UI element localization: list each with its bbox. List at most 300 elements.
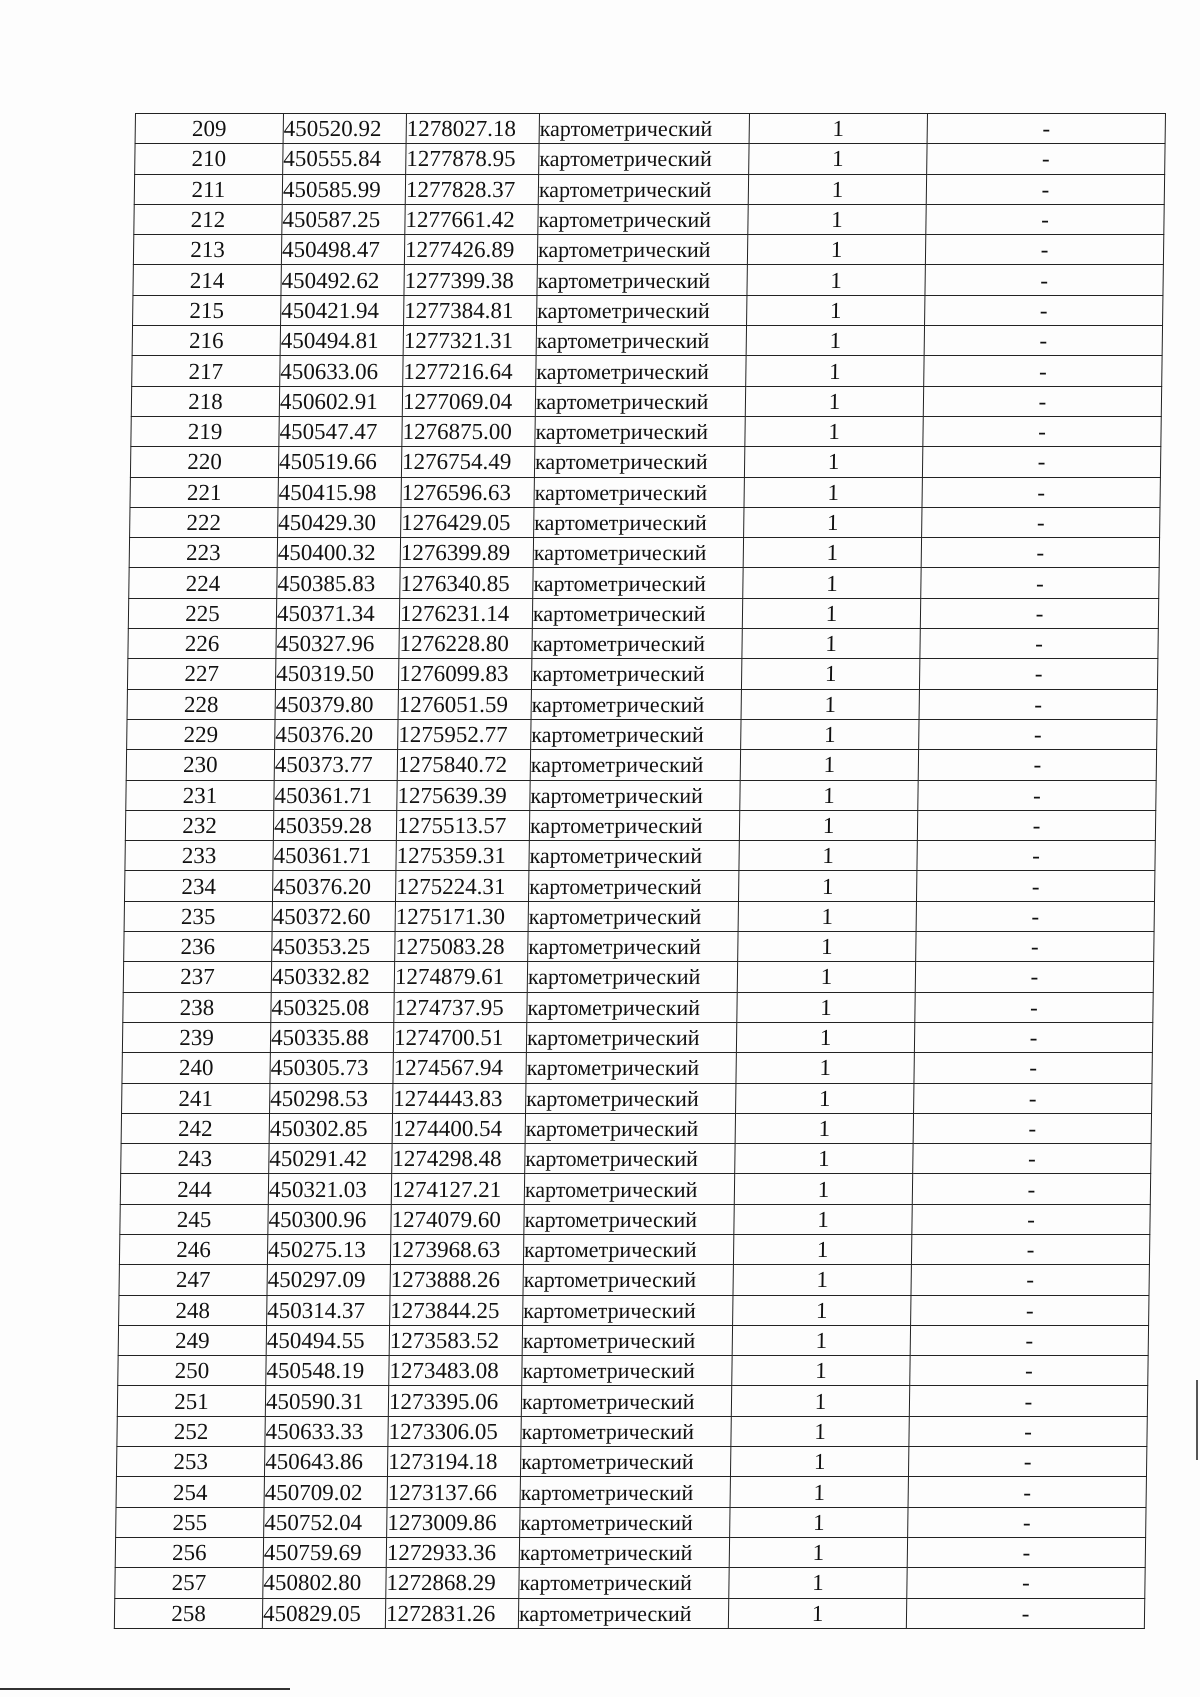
y-coordinate-cell: 1275171.30 — [395, 901, 528, 931]
method-cell: картометрический — [534, 507, 744, 537]
accuracy-cell: 1 — [744, 477, 922, 507]
x-coordinate-cell: 450633.06 — [280, 356, 403, 386]
y-coordinate-cell: 1275840.72 — [397, 750, 530, 780]
y-coordinate-cell: 1276228.80 — [399, 629, 532, 659]
y-coordinate-cell: 1275513.57 — [396, 810, 529, 840]
method-cell: картометрический — [535, 416, 745, 446]
accuracy-cell: 1 — [736, 1083, 914, 1113]
x-coordinate-cell: 450548.19 — [266, 1356, 389, 1386]
description-cell: - — [918, 780, 1156, 810]
point-number-cell: 215 — [133, 295, 281, 325]
method-cell: картометрический — [524, 1174, 734, 1204]
point-number-cell: 228 — [127, 689, 275, 719]
table-row — [130, 447, 1160, 477]
y-coordinate-cell: 1272933.36 — [386, 1537, 519, 1567]
method-cell: картометрический — [531, 689, 741, 719]
table-row — [135, 114, 1165, 144]
description-cell: - — [910, 1325, 1148, 1355]
point-number-cell: 237 — [123, 962, 271, 992]
table-row — [128, 629, 1158, 659]
point-number-cell: 211 — [134, 174, 282, 204]
table-row — [118, 1356, 1148, 1386]
x-coordinate-cell: 450759.69 — [263, 1537, 386, 1567]
x-coordinate-cell: 450297.09 — [267, 1265, 390, 1295]
accuracy-cell: 1 — [748, 204, 926, 234]
description-cell: - — [908, 1447, 1146, 1477]
point-number-cell: 242 — [121, 1113, 269, 1143]
method-cell: картометрический — [525, 1144, 735, 1174]
description-cell: - — [918, 750, 1156, 780]
accuracy-cell: 1 — [749, 114, 927, 144]
x-coordinate-cell: 450327.96 — [276, 629, 399, 659]
method-cell: картометрический — [537, 295, 747, 325]
method-cell: картометрический — [525, 1113, 735, 1143]
method-cell: картометрический — [522, 1325, 732, 1355]
y-coordinate-cell: 1273194.18 — [387, 1447, 520, 1477]
x-coordinate-cell: 450371.34 — [276, 598, 399, 628]
point-number-cell: 243 — [121, 1144, 269, 1174]
x-coordinate-cell: 450519.66 — [278, 447, 401, 477]
table-row — [119, 1295, 1149, 1325]
y-coordinate-cell: 1275083.28 — [395, 932, 528, 962]
description-cell: - — [908, 1507, 1146, 1537]
method-cell: картометрический — [530, 750, 740, 780]
point-number-cell: 214 — [133, 265, 281, 295]
x-coordinate-cell: 450361.71 — [274, 780, 397, 810]
description-cell: - — [920, 629, 1158, 659]
point-number-cell: 253 — [116, 1447, 264, 1477]
x-coordinate-cell: 450802.80 — [263, 1568, 386, 1598]
point-number-cell: 229 — [127, 719, 275, 749]
method-cell: картометрический — [538, 174, 748, 204]
table-row — [120, 1204, 1150, 1234]
description-cell: - — [920, 598, 1158, 628]
method-cell: картометрический — [526, 1053, 736, 1083]
table-row — [123, 962, 1153, 992]
x-coordinate-cell: 450376.20 — [272, 871, 395, 901]
point-number-cell: 209 — [135, 114, 283, 144]
table-row — [121, 1113, 1151, 1143]
description-cell: - — [912, 1174, 1150, 1204]
y-coordinate-cell: 1276051.59 — [398, 689, 531, 719]
point-number-cell: 216 — [132, 326, 280, 356]
table-row — [131, 416, 1161, 446]
description-cell: - — [927, 144, 1165, 174]
y-coordinate-cell: 1275359.31 — [396, 841, 529, 871]
description-cell: - — [909, 1416, 1147, 1446]
table-row — [133, 265, 1163, 295]
x-coordinate-cell: 450492.62 — [281, 265, 404, 295]
accuracy-cell: 1 — [741, 659, 919, 689]
y-coordinate-cell: 1273888.26 — [390, 1265, 523, 1295]
x-coordinate-cell: 450372.60 — [272, 901, 395, 931]
method-cell: картометрический — [528, 932, 738, 962]
point-number-cell: 219 — [131, 416, 279, 446]
point-number-cell: 258 — [114, 1598, 262, 1628]
x-coordinate-cell: 450335.88 — [270, 1022, 393, 1052]
x-coordinate-cell: 450633.33 — [265, 1416, 388, 1446]
x-coordinate-cell: 450555.84 — [283, 144, 406, 174]
x-coordinate-cell: 450498.47 — [281, 235, 404, 265]
table-row — [127, 689, 1157, 719]
table-row — [116, 1447, 1146, 1477]
table-row — [119, 1234, 1149, 1264]
y-coordinate-cell: 1274298.48 — [392, 1144, 525, 1174]
method-cell: картометрический — [518, 1598, 728, 1628]
y-coordinate-cell: 1276429.05 — [401, 507, 534, 537]
accuracy-cell: 1 — [729, 1568, 907, 1598]
y-coordinate-cell: 1277069.04 — [402, 386, 535, 416]
x-coordinate-cell: 450585.99 — [282, 174, 405, 204]
accuracy-cell: 1 — [744, 447, 922, 477]
accuracy-cell: 1 — [729, 1537, 907, 1567]
accuracy-cell: 1 — [745, 416, 923, 446]
method-cell: картометрический — [532, 598, 742, 628]
x-coordinate-cell: 450319.50 — [275, 659, 398, 689]
x-coordinate-cell: 450302.85 — [269, 1113, 392, 1143]
description-cell: - — [925, 265, 1163, 295]
x-coordinate-cell: 450429.30 — [278, 507, 401, 537]
x-coordinate-cell: 450587.25 — [282, 204, 405, 234]
accuracy-cell: 1 — [748, 174, 926, 204]
y-coordinate-cell: 1273137.66 — [387, 1477, 520, 1507]
description-cell: - — [914, 1083, 1152, 1113]
description-cell: - — [925, 295, 1163, 325]
description-cell: - — [916, 932, 1154, 962]
description-cell: - — [914, 1053, 1152, 1083]
y-coordinate-cell: 1273395.06 — [388, 1386, 521, 1416]
x-coordinate-cell: 450400.32 — [277, 538, 400, 568]
y-coordinate-cell: 1274737.95 — [394, 992, 527, 1022]
x-coordinate-cell: 450291.42 — [269, 1144, 392, 1174]
method-cell: картометрический — [534, 477, 744, 507]
point-number-cell: 217 — [132, 356, 280, 386]
y-coordinate-cell: 1277216.64 — [403, 356, 536, 386]
x-coordinate-cell: 450547.47 — [279, 416, 402, 446]
description-cell: - — [913, 1113, 1151, 1143]
y-coordinate-cell: 1273483.08 — [389, 1356, 522, 1386]
method-cell: картометрический — [535, 386, 745, 416]
description-cell: - — [911, 1234, 1149, 1264]
table-row — [122, 1053, 1152, 1083]
description-cell: - — [927, 114, 1165, 144]
y-coordinate-cell: 1275952.77 — [398, 719, 531, 749]
table-row — [132, 356, 1162, 386]
table-row — [133, 235, 1163, 265]
table-row — [124, 932, 1154, 962]
method-cell: картометрический — [533, 538, 743, 568]
y-coordinate-cell: 1277878.95 — [406, 144, 539, 174]
x-coordinate-cell: 450353.25 — [272, 932, 395, 962]
point-number-cell: 238 — [123, 992, 271, 1022]
table-row — [116, 1477, 1146, 1507]
method-cell: картометрический — [520, 1447, 730, 1477]
point-number-cell: 224 — [129, 568, 277, 598]
point-number-cell: 230 — [126, 750, 274, 780]
point-number-cell: 220 — [130, 447, 278, 477]
y-coordinate-cell: 1274400.54 — [392, 1113, 525, 1143]
y-coordinate-cell: 1273844.25 — [390, 1295, 523, 1325]
coordinates-table — [114, 113, 1166, 1629]
x-coordinate-cell: 450421.94 — [281, 295, 404, 325]
accuracy-cell: 1 — [732, 1356, 910, 1386]
accuracy-cell: 1 — [730, 1507, 908, 1537]
method-cell: картометрический — [523, 1234, 733, 1264]
table-row — [114, 1598, 1144, 1628]
method-cell: картометрический — [527, 992, 737, 1022]
table-row — [120, 1174, 1150, 1204]
x-coordinate-cell: 450752.04 — [264, 1507, 387, 1537]
y-coordinate-cell: 1274879.61 — [394, 962, 527, 992]
y-coordinate-cell: 1274079.60 — [391, 1204, 524, 1234]
y-coordinate-cell: 1277828.37 — [405, 174, 538, 204]
accuracy-cell: 1 — [731, 1386, 909, 1416]
y-coordinate-cell: 1272868.29 — [386, 1568, 519, 1598]
description-cell: - — [926, 204, 1164, 234]
description-cell: - — [907, 1568, 1145, 1598]
method-cell: картометрический — [520, 1507, 730, 1537]
table-row — [126, 750, 1156, 780]
description-cell: - — [915, 992, 1153, 1022]
description-cell: - — [924, 356, 1162, 386]
table-row — [135, 144, 1165, 174]
method-cell: картометрический — [538, 204, 748, 234]
y-coordinate-cell: 1277399.38 — [404, 265, 537, 295]
point-number-cell: 234 — [124, 871, 272, 901]
point-number-cell: 257 — [115, 1568, 263, 1598]
point-number-cell: 223 — [129, 538, 277, 568]
description-cell: - — [922, 507, 1160, 537]
x-coordinate-cell: 450373.77 — [274, 750, 397, 780]
point-number-cell: 210 — [135, 144, 283, 174]
method-cell: картометрический — [534, 447, 744, 477]
x-coordinate-cell: 450361.71 — [273, 841, 396, 871]
accuracy-cell: 1 — [741, 719, 919, 749]
accuracy-cell: 1 — [732, 1325, 910, 1355]
table-row — [129, 538, 1159, 568]
point-number-cell: 248 — [119, 1295, 267, 1325]
point-number-cell: 251 — [117, 1386, 265, 1416]
table-row — [115, 1568, 1145, 1598]
y-coordinate-cell: 1276596.63 — [401, 477, 534, 507]
y-coordinate-cell: 1273583.52 — [389, 1325, 522, 1355]
table-row — [117, 1386, 1147, 1416]
accuracy-cell: 1 — [735, 1144, 913, 1174]
method-cell: картометрический — [539, 144, 749, 174]
x-coordinate-cell: 450298.53 — [270, 1083, 393, 1113]
y-coordinate-cell: 1274567.94 — [393, 1053, 526, 1083]
point-number-cell: 232 — [125, 810, 273, 840]
table-row — [125, 810, 1155, 840]
description-cell: - — [917, 810, 1155, 840]
point-number-cell: 254 — [116, 1477, 264, 1507]
x-coordinate-cell: 450494.81 — [280, 326, 403, 356]
accuracy-cell: 1 — [744, 507, 922, 537]
description-cell: - — [922, 447, 1160, 477]
table-row — [130, 507, 1160, 537]
accuracy-cell: 1 — [730, 1447, 908, 1477]
description-cell: - — [921, 568, 1159, 598]
point-number-cell: 245 — [120, 1204, 268, 1234]
method-cell: картометрический — [536, 356, 746, 386]
y-coordinate-cell: 1277661.42 — [405, 204, 538, 234]
table-row — [126, 780, 1156, 810]
accuracy-cell: 1 — [728, 1598, 906, 1628]
table-row — [122, 1083, 1152, 1113]
point-number-cell: 212 — [134, 204, 282, 234]
description-cell: - — [921, 538, 1159, 568]
x-coordinate-cell: 450321.03 — [268, 1174, 391, 1204]
x-coordinate-cell: 450359.28 — [273, 810, 396, 840]
x-coordinate-cell: 450314.37 — [267, 1295, 390, 1325]
x-coordinate-cell: 450305.73 — [270, 1053, 393, 1083]
point-number-cell: 221 — [130, 477, 278, 507]
description-cell: - — [909, 1386, 1147, 1416]
method-cell: картометрический — [537, 265, 747, 295]
method-cell: картометрический — [523, 1295, 733, 1325]
x-coordinate-cell: 450709.02 — [264, 1477, 387, 1507]
accuracy-cell: 1 — [741, 689, 919, 719]
point-number-cell: 233 — [125, 841, 273, 871]
y-coordinate-cell: 1273306.05 — [388, 1416, 521, 1446]
point-number-cell: 235 — [124, 901, 272, 931]
description-cell: - — [925, 235, 1163, 265]
accuracy-cell: 1 — [739, 841, 917, 871]
description-cell: - — [919, 689, 1157, 719]
table-row — [124, 901, 1154, 931]
point-number-cell: 231 — [126, 780, 274, 810]
point-number-cell: 213 — [133, 235, 281, 265]
x-coordinate-cell: 450590.31 — [265, 1386, 388, 1416]
accuracy-cell: 1 — [746, 326, 924, 356]
table-row — [129, 568, 1159, 598]
accuracy-cell: 1 — [735, 1113, 913, 1143]
point-number-cell: 244 — [120, 1174, 268, 1204]
accuracy-cell: 1 — [740, 750, 918, 780]
x-coordinate-cell: 450379.80 — [275, 689, 398, 719]
y-coordinate-cell: 1273009.86 — [387, 1507, 520, 1537]
table-row — [134, 204, 1164, 234]
method-cell: картометрический — [528, 901, 738, 931]
accuracy-cell: 1 — [733, 1295, 911, 1325]
table-row — [122, 1022, 1152, 1052]
accuracy-cell: 1 — [731, 1416, 909, 1446]
description-cell: - — [914, 1022, 1152, 1052]
point-number-cell: 239 — [122, 1022, 270, 1052]
table-row — [127, 659, 1157, 689]
point-number-cell: 250 — [118, 1356, 266, 1386]
y-coordinate-cell: 1275224.31 — [395, 871, 528, 901]
coordinates-table-body — [114, 114, 1165, 1629]
description-cell: - — [913, 1144, 1151, 1174]
x-coordinate-cell: 450829.05 — [262, 1598, 385, 1628]
y-coordinate-cell: 1276340.85 — [400, 568, 533, 598]
description-cell: - — [911, 1295, 1149, 1325]
x-coordinate-cell: 450376.20 — [275, 719, 398, 749]
point-number-cell: 227 — [127, 659, 275, 689]
y-coordinate-cell: 1274443.83 — [393, 1083, 526, 1113]
point-number-cell: 247 — [119, 1265, 267, 1295]
accuracy-cell: 1 — [734, 1174, 912, 1204]
table-row — [131, 386, 1161, 416]
y-coordinate-cell: 1277321.31 — [403, 326, 536, 356]
method-cell: картометрический — [521, 1416, 731, 1446]
point-number-cell: 222 — [130, 507, 278, 537]
point-number-cell: 236 — [124, 932, 272, 962]
description-cell: - — [926, 174, 1164, 204]
accuracy-cell: 1 — [733, 1234, 911, 1264]
margin-mark — [1196, 1380, 1198, 1460]
description-cell: - — [910, 1356, 1148, 1386]
accuracy-cell: 1 — [742, 598, 920, 628]
description-cell: - — [911, 1265, 1149, 1295]
accuracy-cell: 1 — [742, 629, 920, 659]
y-coordinate-cell: 1275639.39 — [397, 780, 530, 810]
accuracy-cell: 1 — [736, 1022, 914, 1052]
x-coordinate-cell: 450520.92 — [283, 114, 406, 144]
method-cell: картометрический — [536, 326, 746, 356]
y-coordinate-cell: 1277426.89 — [404, 235, 537, 265]
accuracy-cell: 1 — [733, 1265, 911, 1295]
y-coordinate-cell: 1276875.00 — [402, 416, 535, 446]
point-number-cell: 249 — [118, 1325, 266, 1355]
description-cell: - — [924, 326, 1162, 356]
y-coordinate-cell: 1276099.83 — [398, 659, 531, 689]
description-cell: - — [917, 841, 1155, 871]
point-number-cell: 256 — [115, 1537, 263, 1567]
point-number-cell: 218 — [131, 386, 279, 416]
description-cell: - — [907, 1537, 1145, 1567]
method-cell: картометрический — [528, 871, 738, 901]
method-cell: картометрический — [529, 810, 739, 840]
method-cell: картометрический — [521, 1386, 731, 1416]
table-row — [132, 326, 1162, 356]
x-coordinate-cell: 450332.82 — [271, 962, 394, 992]
point-number-cell: 226 — [128, 629, 276, 659]
method-cell: картометрический — [533, 568, 743, 598]
accuracy-cell: 1 — [749, 144, 927, 174]
method-cell: картометрический — [519, 1537, 729, 1567]
accuracy-cell: 1 — [737, 992, 915, 1022]
accuracy-cell: 1 — [738, 932, 916, 962]
x-coordinate-cell: 450415.98 — [278, 477, 401, 507]
table-row — [130, 477, 1160, 507]
x-coordinate-cell: 450275.13 — [267, 1234, 390, 1264]
description-cell: - — [906, 1598, 1144, 1628]
method-cell: картометрический — [539, 114, 749, 144]
description-cell: - — [919, 659, 1157, 689]
accuracy-cell: 1 — [738, 871, 916, 901]
method-cell: картометрический — [537, 235, 747, 265]
method-cell: картометрический — [530, 780, 740, 810]
table-row — [115, 1537, 1145, 1567]
accuracy-cell: 1 — [737, 962, 915, 992]
table-row — [128, 598, 1158, 628]
accuracy-cell: 1 — [743, 538, 921, 568]
method-cell: картометрический — [529, 841, 739, 871]
accuracy-cell: 1 — [738, 901, 916, 931]
accuracy-cell: 1 — [745, 386, 923, 416]
point-number-cell: 225 — [128, 598, 276, 628]
method-cell: картометрический — [523, 1265, 733, 1295]
y-coordinate-cell: 1273968.63 — [390, 1234, 523, 1264]
footer-rule — [0, 1688, 290, 1690]
accuracy-cell: 1 — [747, 265, 925, 295]
method-cell: картометрический — [531, 719, 741, 749]
accuracy-cell: 1 — [739, 810, 917, 840]
table-row — [117, 1416, 1147, 1446]
accuracy-cell: 1 — [736, 1053, 914, 1083]
